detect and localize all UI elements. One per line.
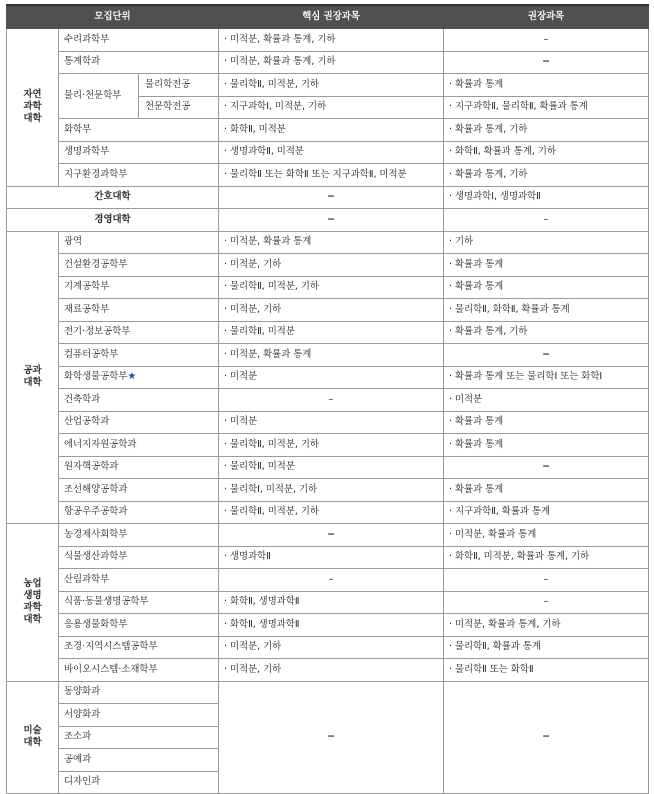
rec-subjects: · 확률과 통계, 기하 [444,321,649,344]
table-row [7,51,649,74]
college-nursing: 간호대학 [7,186,219,209]
core-subjects: · 화학Ⅱ, 생명과학Ⅱ [219,614,444,637]
rec-subjects: · 확률과 통계, 기하 [444,119,649,142]
rec-subjects: · 확률과 통계 [444,434,649,457]
rec-subjects: · 물리학Ⅱ 또는 화학Ⅱ [444,659,649,682]
unit-name: 생명과학부 [59,141,219,164]
college-agriculture: 농업 생명 과학 대학 [7,524,59,682]
unit-name: 산림과학부 [59,569,219,592]
core-subjects: − [219,524,444,547]
unit-name: 조소과 [59,726,219,749]
table-row [7,141,649,164]
unit-name: 디자인과 [59,771,219,794]
table-row [7,636,649,659]
table-row [7,276,649,299]
core-subjects: − [219,681,444,794]
table-row [7,546,649,569]
table-row [7,524,649,547]
core-subjects: · 미적분, 기하 [219,636,444,659]
rec-subjects: · 미적분, 확률과 통계, 기하 [444,614,649,637]
header-unit: 모집단위 [7,5,219,29]
unit-name: 광역 [59,231,219,254]
unit-name: 서양화과 [59,704,219,727]
core-subjects: · 물리학Ⅱ, 미적분 [219,321,444,344]
unit-name: 재료공학부 [59,299,219,322]
rec-subjects: · 확률과 통계 [444,479,649,502]
core-subjects: · 물리학Ⅰ, 미적분, 기하 [219,479,444,502]
rec-subjects: − [444,344,649,367]
core-subjects: · 미적분, 확률과 통계 [219,344,444,367]
rec-subjects: – [444,209,649,232]
rec-subjects: – [444,569,649,592]
unit-name: 바이오시스템·소재학부 [59,659,219,682]
core-subjects: · 생명과학Ⅱ, 미적분 [219,141,444,164]
unit-name: 식품·동물생명공학부 [59,591,219,614]
table-row [7,389,649,412]
unit-name: 조경·지역시스템공학부 [59,636,219,659]
table-row [7,456,649,479]
recommended-subjects-table [6,4,649,794]
unit-name: 컴퓨터공학부 [59,344,219,367]
unit-name: 동양화과 [59,681,219,704]
unit-name [59,366,219,389]
core-subjects: · 물리학Ⅱ, 미적분, 기하 [219,501,444,524]
core-subjects: · 지구과학Ⅰ, 미적분, 기하 [219,96,444,119]
unit-name: 물리·천문학부 [59,74,139,119]
unit-name: 산업공학과 [59,411,219,434]
rec-subjects: · 기하 [444,231,649,254]
rec-subjects: − [444,51,649,74]
unit-name: 공예과 [59,749,219,772]
core-subjects: – [219,389,444,412]
unit-name: 응용생물화학부 [59,614,219,637]
rec-subjects: · 확률과 통계, 기하 [444,164,649,187]
rec-subjects: · 확률과 통계 또는 물리학Ⅰ 또는 화학Ⅰ [444,366,649,389]
unit-name: 수리과학부 [59,29,219,52]
core-subjects: · 화학Ⅱ, 생명과학Ⅱ [219,591,444,614]
rec-subjects: · 지구과학Ⅱ, 확률과 통계 [444,501,649,524]
rec-subjects: · 생명과학Ⅰ, 생명과학Ⅱ [444,186,649,209]
table-row [7,186,649,209]
core-subjects: · 미적분, 확률과 통계 [219,231,444,254]
unit-name: 기계공학부 [59,276,219,299]
table-row [7,231,649,254]
rec-subjects: · 확률과 통계 [444,254,649,277]
table-row [7,254,649,277]
rec-subjects: – [444,591,649,614]
table-row [7,29,649,52]
unit-name: 원자핵공학과 [59,456,219,479]
unit-name: 화학부 [59,119,219,142]
rec-subjects: – [444,29,649,52]
unit-name: 조선해양공학과 [59,479,219,502]
unit-name: 통계학과 [59,51,219,74]
table-row [7,164,649,187]
header-core: 핵심 권장과목 [219,5,444,29]
header-rec: 권장과목 [444,5,649,29]
core-subjects: − [219,186,444,209]
unit-name: 지구환경과학부 [59,164,219,187]
core-subjects: · 물리학Ⅱ, 미적분 [219,456,444,479]
unit-name-text: 화학생물공학부 [64,371,128,383]
rec-subjects: · 미적분, 확률과 통계 [444,524,649,547]
table-row [7,434,649,457]
core-subjects: · 생명과학Ⅱ [219,546,444,569]
core-subjects: · 미적분, 확률과 통계, 기하 [219,51,444,74]
core-subjects: · 미적분, 확률과 통계, 기하 [219,29,444,52]
rec-subjects: · 화학Ⅱ, 확률과 통계, 기하 [444,141,649,164]
core-subjects: · 미적분 [219,366,444,389]
unit-name: 전기·정보공학부 [59,321,219,344]
rec-subjects: − [444,681,649,794]
unit-name: 건축학과 [59,389,219,412]
table-row [7,366,649,389]
star-icon: ★ [127,371,137,383]
core-subjects: − [219,209,444,232]
rec-subjects: · 확률과 통계 [444,276,649,299]
table-row [7,344,649,367]
core-subjects: · 미적분, 기하 [219,299,444,322]
rec-subjects: · 지구과학Ⅱ, 물리학Ⅱ, 확률과 통계 [444,96,649,119]
table-row [7,614,649,637]
unit-name: 에너지자원공학과 [59,434,219,457]
rec-subjects: − [444,456,649,479]
table-row [7,209,649,232]
college-natural-sciences: 자연 과학 대학 [7,29,59,187]
core-subjects: · 미적분, 기하 [219,659,444,682]
core-subjects: · 물리학Ⅱ, 미적분, 기하 [219,434,444,457]
table-row [7,681,649,704]
rec-subjects: · 화학Ⅱ, 미적분, 확률과 통계, 기하 [444,546,649,569]
table-row [7,119,649,142]
unit-name: 농경제사회학부 [59,524,219,547]
unit-name: 항공우주공학과 [59,501,219,524]
table-row [7,501,649,524]
rec-subjects: · 확률과 통계 [444,74,649,97]
unit-name: 식물생산과학부 [59,546,219,569]
college-business: 경영대학 [7,209,219,232]
rec-subjects: · 확률과 통계 [444,411,649,434]
table-row [7,479,649,502]
table-row [7,569,649,592]
rec-subjects: · 물리학Ⅱ, 확률과 통계 [444,636,649,659]
sub-unit-name: 천문학전공 [139,96,219,119]
table-header-row [7,5,649,29]
table-row [7,299,649,322]
core-subjects: – [219,569,444,592]
core-subjects: · 미적분, 기하 [219,254,444,277]
table-row [7,411,649,434]
core-subjects: · 물리학Ⅱ, 미적분, 기하 [219,276,444,299]
core-subjects: · 미적분 [219,411,444,434]
table-row [7,321,649,344]
table-row [7,591,649,614]
rec-subjects: · 미적분 [444,389,649,412]
college-engineering: 공과 대학 [7,231,59,524]
core-subjects: · 물리학Ⅱ, 미적분, 기하 [219,74,444,97]
unit-name: 건설환경공학부 [59,254,219,277]
core-subjects: · 화학Ⅱ, 미적분 [219,119,444,142]
college-fine-arts: 미술 대학 [7,681,59,794]
core-subjects: · 물리학Ⅱ 또는 화학Ⅱ 또는 지구과학Ⅱ, 미적분 [219,164,444,187]
table-row [7,74,649,97]
sub-unit-name: 물리학전공 [139,74,219,97]
rec-subjects: · 물리학Ⅱ, 화학Ⅱ, 확률과 통계 [444,299,649,322]
table-row [7,659,649,682]
